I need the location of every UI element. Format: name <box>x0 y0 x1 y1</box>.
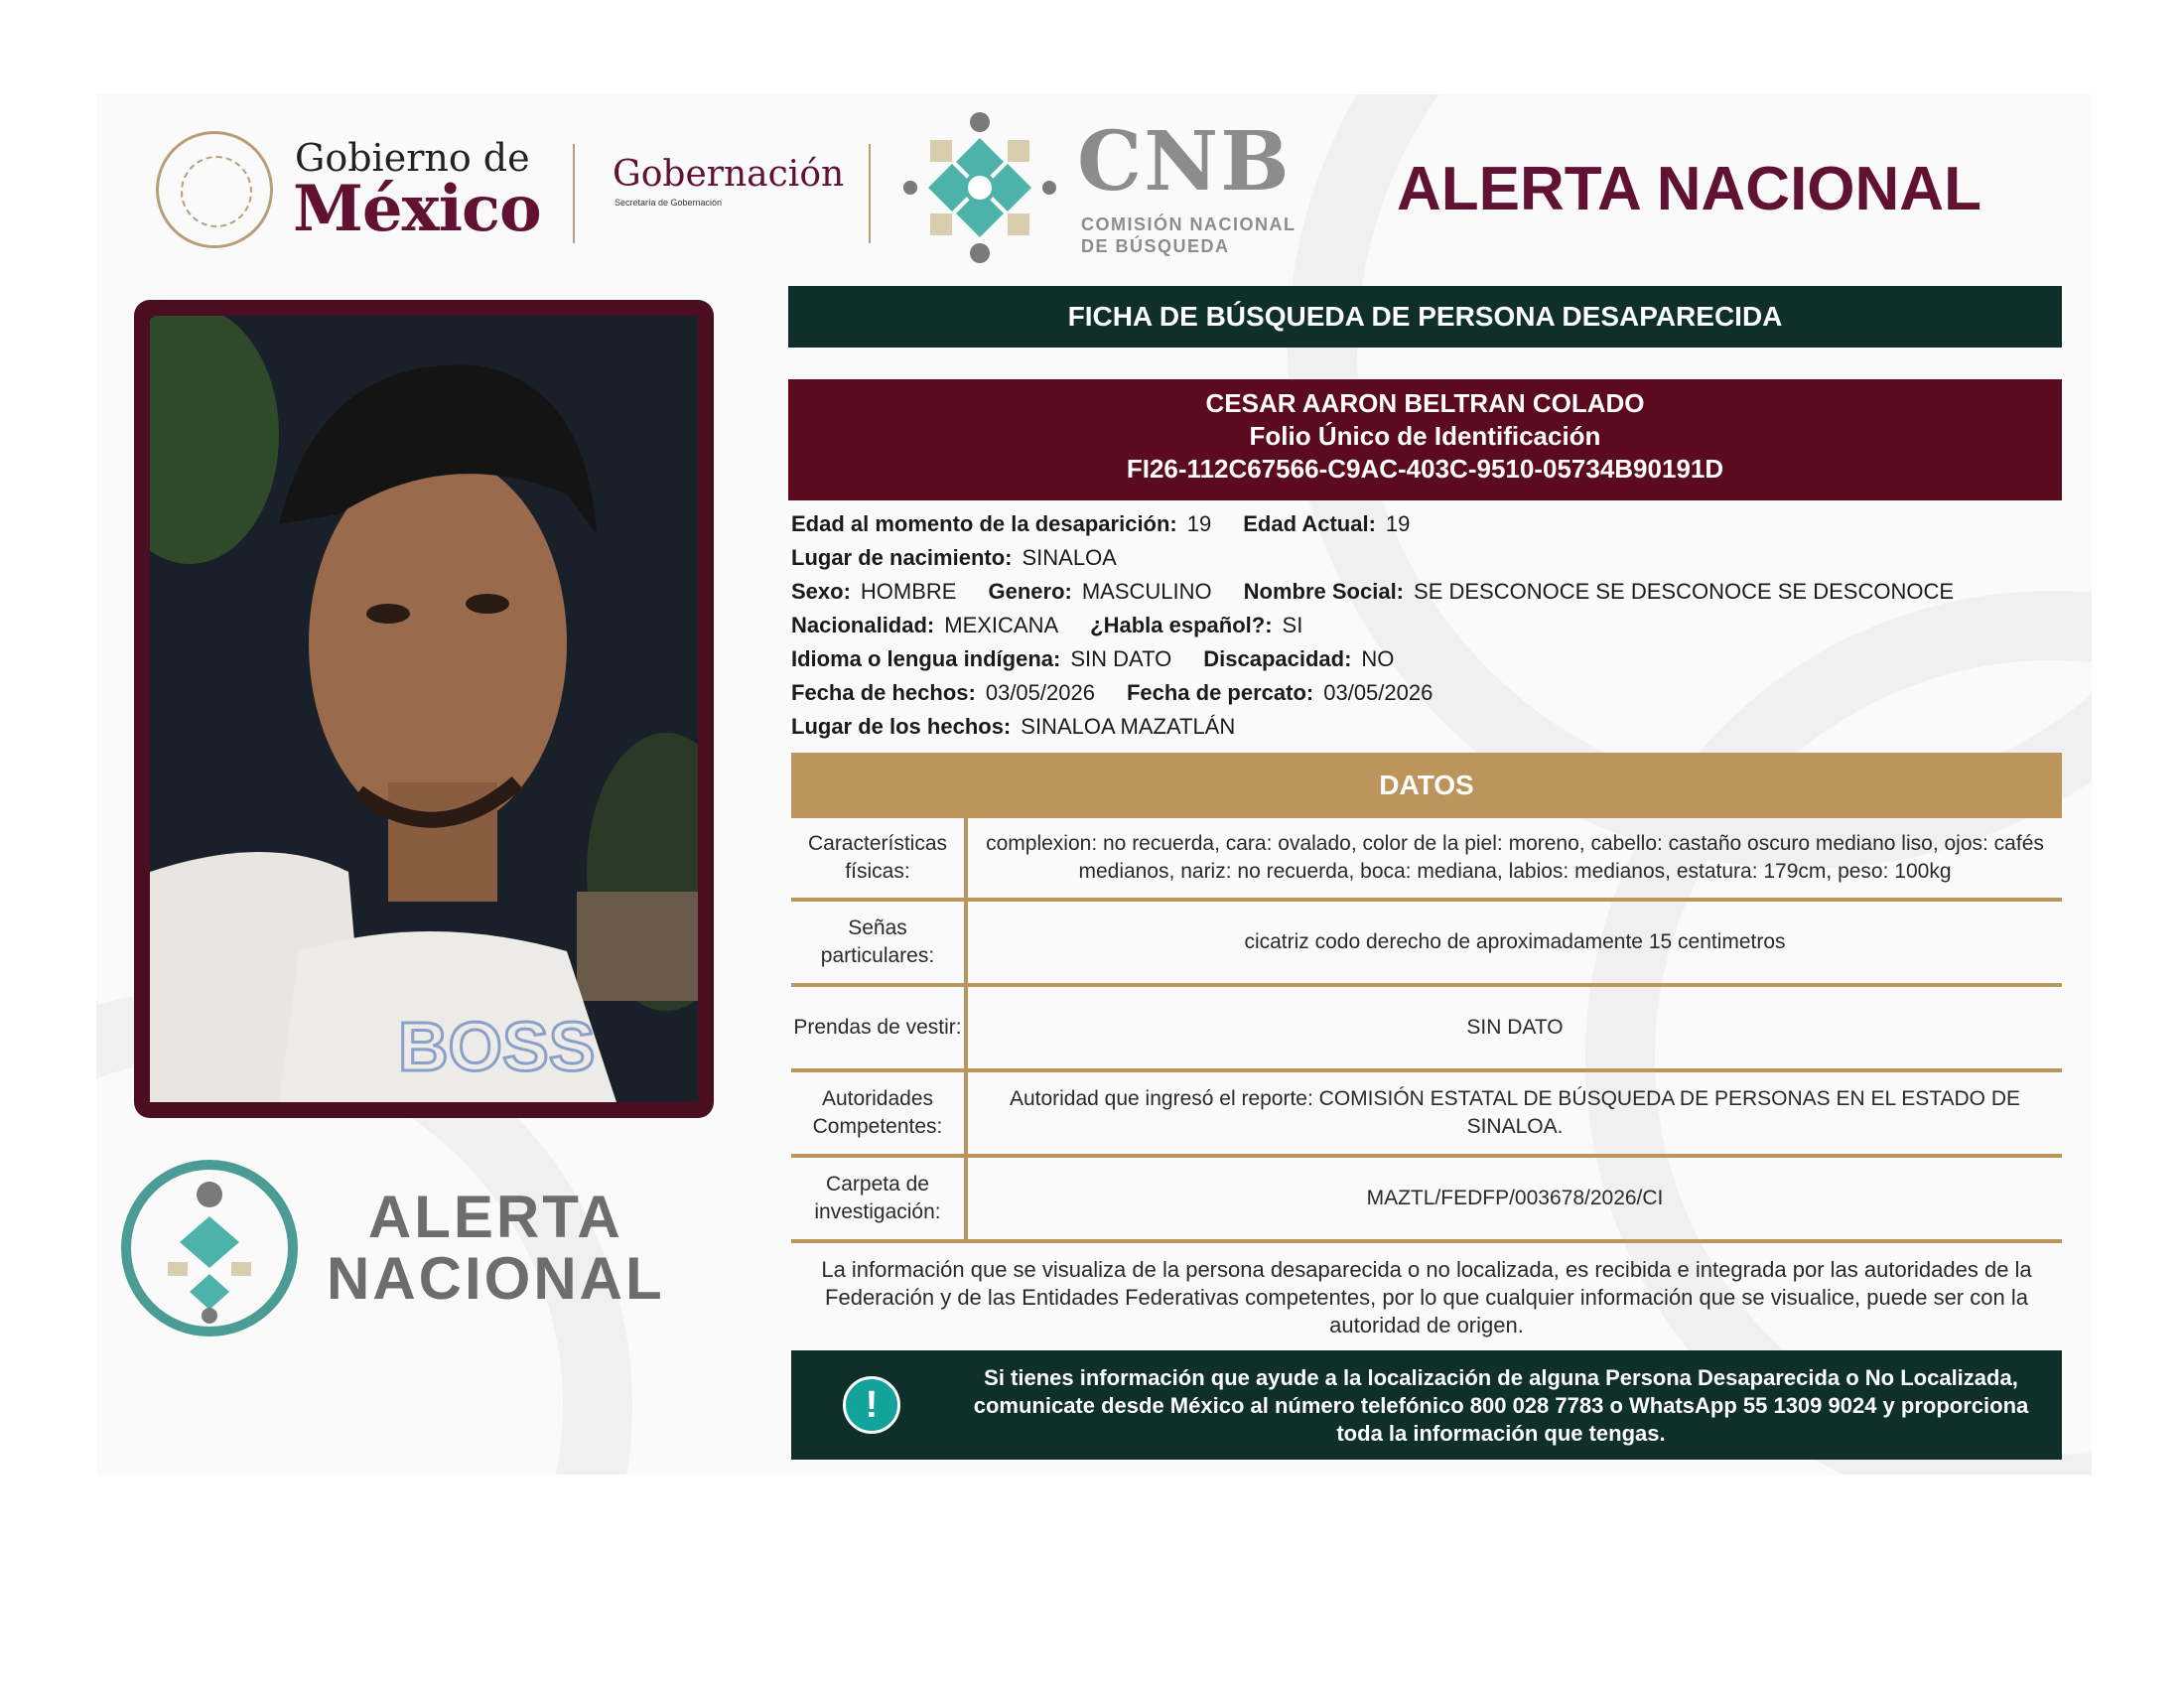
info-line-sexo <box>791 579 1954 605</box>
alerta-logo-line2: NACIONAL <box>327 1245 665 1312</box>
datos-row-label: Características físicas: <box>791 818 968 898</box>
svg-text:BOSS: BOSS <box>398 1008 596 1085</box>
edad-desaparicion-label: Edad al momento de la desaparición: <box>791 511 1177 536</box>
datos-row-label: Señas particulares: <box>791 902 968 983</box>
cnb-logo-icon <box>900 108 1059 267</box>
idioma-label: Idioma o lengua indígena: <box>791 646 1061 671</box>
info-line-nacionalidad <box>791 613 1302 638</box>
habla-espanol-value: SI <box>1282 613 1303 637</box>
info-line-lugar-hechos <box>791 714 1235 740</box>
lugar-hechos-label: Lugar de los hechos: <box>791 714 1012 739</box>
disclaimer-text: La información que se visualiza de la persona desaparecida o no localizada, es recibida e integrada por las autoridades de la Federación y de las Entidades Federativas competentes, por lo que cualquier información que se visualice, puede ser con la autoridad de origen. <box>821 1257 2032 1337</box>
cnb-subtitle <box>1081 213 1297 257</box>
datos-row-label: Carpeta de investigación: <box>791 1158 968 1239</box>
datos-row-value: SIN DATO <box>1466 1016 1564 1039</box>
fecha-percato-label: Fecha de percato: <box>1126 680 1314 705</box>
edad-desaparicion-value: 19 <box>1186 511 1212 536</box>
alerta-nacional-logo-text <box>327 1184 665 1312</box>
genero-label: Genero: <box>988 579 1072 604</box>
divider <box>573 144 575 243</box>
discapacidad-label: Discapacidad: <box>1203 646 1352 671</box>
gobierno-label: Gobierno de <box>295 136 530 180</box>
discapacidad-value: NO <box>1361 646 1395 671</box>
lugar-nacimiento-label: Lugar de nacimiento: <box>791 545 1013 570</box>
info-line-nacimiento <box>791 545 1117 571</box>
datos-row-label: Autoridades Competentes: <box>791 1072 968 1154</box>
fecha-hechos-value: 03/05/2026 <box>985 680 1095 705</box>
alerta-nacional-title: ALERTA NACIONAL <box>1397 155 1981 223</box>
mexico-label: México <box>293 172 541 246</box>
datos-row-value: MAZTL/FEDFP/003678/2026/CI <box>1366 1187 1664 1209</box>
idioma-value: SIN DATO <box>1070 646 1172 671</box>
datos-row-label: Prendas de vestir: <box>791 987 968 1068</box>
person-name-box <box>788 379 2062 500</box>
datos-row-autoridades <box>791 1072 2062 1158</box>
poster-background <box>96 94 2092 1475</box>
alerta-nacional-logo-icon <box>118 1157 301 1339</box>
national-seal-icon <box>156 131 273 248</box>
folio-value: FI26-112C67566-C9AC-403C-9510-05734B90191D <box>1126 454 1724 484</box>
nacionalidad-value: MEXICANA <box>944 613 1059 637</box>
datos-row-senas <box>791 902 2062 987</box>
info-line-idioma <box>791 646 1394 672</box>
ficha-title: FICHA DE BÚSQUEDA DE PERSONA DESAPARECIDA <box>788 286 2062 348</box>
fecha-percato-value: 03/05/2026 <box>1323 680 1433 705</box>
sexo-label: Sexo: <box>791 579 851 604</box>
nombre-social-label: Nombre Social: <box>1243 579 1405 604</box>
lugar-hechos-value: SINALOA MAZATLÁN <box>1021 714 1236 739</box>
exclamation-icon: ! <box>843 1376 900 1434</box>
datos-row-value: cicatriz codo derecho de aproximadamente 15 centimetros <box>1244 930 1786 953</box>
genero-value: MASCULINO <box>1081 579 1212 604</box>
divider <box>869 144 871 243</box>
alerta-logo-line1: ALERTA <box>367 1184 623 1250</box>
datos-header: DATOS <box>791 753 2062 818</box>
cnb-title: CNB <box>1077 114 1292 210</box>
folio-label: Folio Único de Identificación <box>1249 421 1601 451</box>
edad-actual-label: Edad Actual: <box>1243 511 1376 536</box>
lugar-nacimiento-value: SINALOA <box>1022 545 1117 570</box>
nacionalidad-label: Nacionalidad: <box>791 613 935 637</box>
datos-row-prendas <box>791 987 2062 1072</box>
datos-row-caracteristicas <box>791 818 2062 902</box>
info-line-edad <box>791 511 1410 537</box>
gobernacion-label: Gobernación <box>613 154 845 195</box>
gobernacion-sub-label: Secretaría de Gobernación <box>614 198 723 208</box>
person-name: CESAR AARON BELTRAN COLADO <box>1205 388 1645 418</box>
cnb-subtitle-line1: COMISIÓN NACIONAL <box>1081 214 1297 234</box>
datos-row-carpeta <box>791 1158 2062 1243</box>
info-line-fechas <box>791 680 1433 706</box>
sexo-value: HOMBRE <box>860 579 957 604</box>
edad-actual-value: 19 <box>1385 511 1411 536</box>
datos-row-value: Autoridad que ingresó el reporte: COMISIÓN ESTATAL DE BÚSQUEDA DE PERSONAS EN EL ESTADO DE SINALOA. <box>1009 1087 2021 1138</box>
nombre-social-value: SE DESCONOCE SE DESCONOCE SE DESCONOCE <box>1414 579 1955 604</box>
contact-message: Si tienes información que ayude a la localización de alguna Persona Desaparecida o No Localizada, comunicate desde México al número telefónico 800 028 7783 o WhatsApp 55 1309 9024 y proporciona toda la información que tengas. <box>973 1365 2029 1446</box>
missing-person-photo <box>150 316 698 1102</box>
contact-banner <box>791 1350 2062 1460</box>
photo-frame <box>134 300 714 1118</box>
fecha-hechos-label: Fecha de hechos: <box>791 680 976 705</box>
habla-espanol-label: ¿Habla español?: <box>1090 613 1273 637</box>
cnb-subtitle-line2: DE BÚSQUEDA <box>1081 236 1230 256</box>
datos-row-value: complexion: no recuerda, cara: ovalado, color de la piel: moreno, cabello: castaño oscuro mediano liso, ojos: cafés medianos, nariz: no recuerda, boca: mediana, labios: medianos, estatura: 179cm, peso: 100kg <box>986 832 2044 883</box>
